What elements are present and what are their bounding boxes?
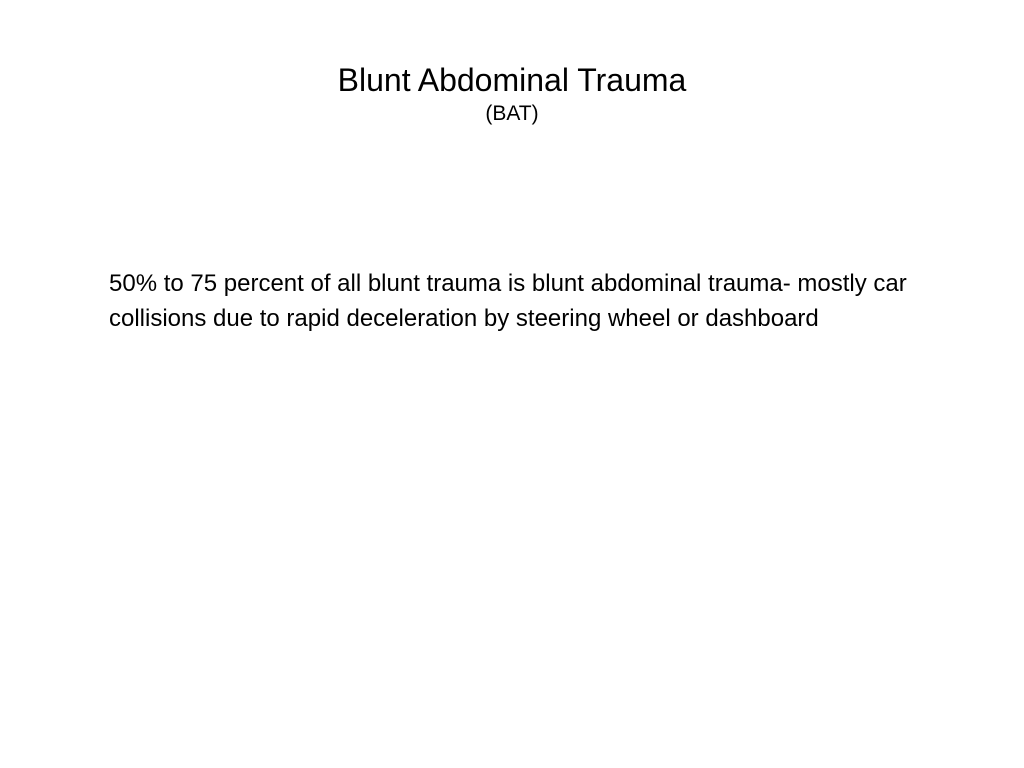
slide-subtitle: (BAT) bbox=[485, 102, 539, 125]
slide-title: Blunt Abdominal Trauma bbox=[337, 62, 687, 98]
title-block bbox=[0, 60, 1024, 128]
body-text: 50% to 75 percent of all blunt trauma is blunt abdominal trauma- mostly car collisions due to rapid deceleration by steering wheel or dashboard bbox=[109, 270, 907, 332]
